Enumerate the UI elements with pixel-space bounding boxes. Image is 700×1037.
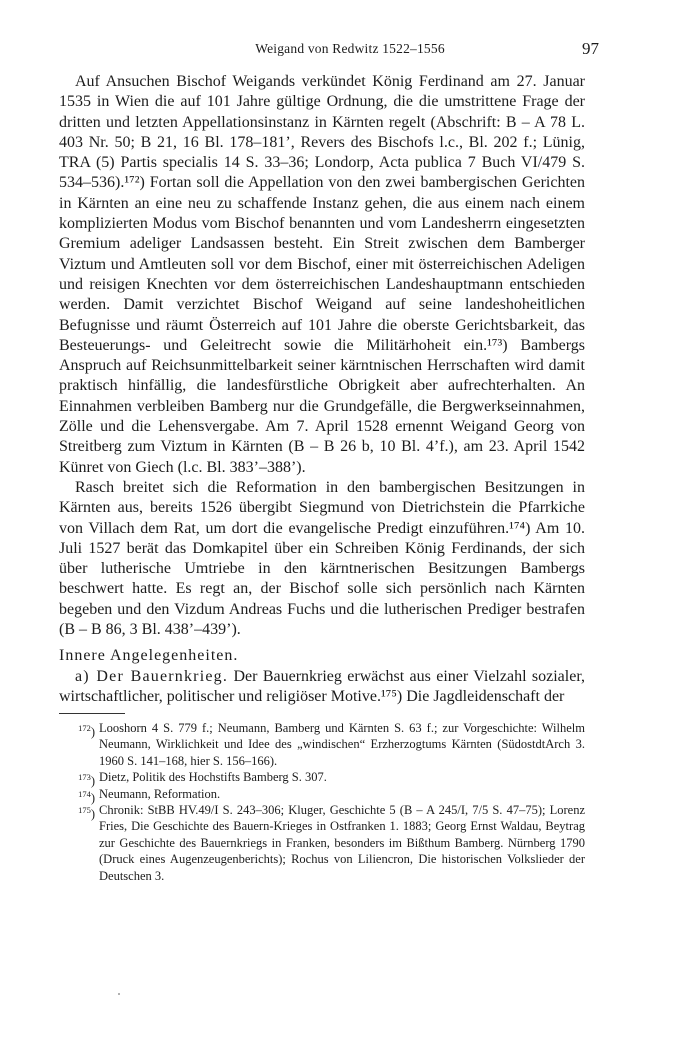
paragraph: Auf Ansuchen Bischof Weigands verkündet König Ferdinand am 27. Januar 1535 in Wien die auf 101 Jahre gültige Ordnung, die die umstrittene Frage der dritten und letzten Appellationsinstanz in Kärnten regelt (Abschrift: B – A 78 L. 403 Nr. 50; B 21, 16 Bl. 178–181’, Revers des Bischofs l.c., Bl. 202 f.; Lünig, TRA (5) Partis specialis 14 S. 33–36; Londorp, Acta publica 7 Buch VI/479 S. 534–536).¹⁷²) Fortan soll die Appellation von den zwei bambergischen Gerichten in Kärnten an eine neu zu schaffende Instanz gehen, die aus einem nach einem komplizierten Modus vom Bischof benannten und vom Landesherrn eingesetzten Gremium adeliger Landsassen besteht. Ein Streit zwischen dem Bamberger Viztum und Amtleuten soll vor dem Bischof, einer mit österreichischen Adeligen und reisigen Knechten vor dem österreichischen Landeshauptmann entschieden werden. Damit verzichtet Bischof Weigand auf seine landeshoheitlichen Befugnisse und räumt Österreich auf 101 Jahre die oberste Gerichtsbarkeit, das Besteuerungs- und Geleitrecht sowie die Militärhoheit ein.¹⁷³) Bambergs Anspruch auf Reichsunmittelbarkeit seiner kärntnischen Herrschaften wird damit praktisch hinfällig, die landesfürstliche Obrigkeit aber aufrechterhalten. An Einnahmen verbleiben Bamberg nur die Grundgefälle, die Bergwerkseinnahmen, Zölle und die Lehensvergabe. Am 7. April 1528 ernennt Weigand Georg von Streitberg zum Viztum in Kärnten (B – B 26 b, 10 Bl. 4’f.), am 23. April 1542 Künret von Giech (l.c. Bl. 383’–388’).: [59, 73, 585, 476]
scan-speck: [118, 993, 120, 995]
footnote-mark: $^{172}$): [78, 723, 95, 740]
footnote-rule: [59, 713, 125, 714]
footnote-text: Neumann, Reformation.: [99, 786, 221, 801]
footnote-mark: $^{175}$): [78, 805, 95, 822]
subsection-paragraph: [59, 667, 585, 708]
footnote-mark: $^{173}$): [78, 772, 95, 789]
footnote-mark: $^{174}$): [78, 788, 95, 805]
footnote: [59, 786, 585, 805]
footnotes: [59, 720, 585, 884]
footnote-text: Dietz, Politik des Hochstifts Bamberg S. 307.: [99, 770, 327, 785]
footnote-text: Chronik: StBB HV.49/I S. 243–306; Kluger, Geschichte 5 (B – A 245/I, 7/5 S. 47–75); Lorenz Fries, Die Geschichte des Bauern-Krieges in Ostfranken 1. 1883; Georg Ernst Waldau, Beytrag zur Geschichte des Bauernkriegs in Franken, besonders im Bißthum Bamberg. Nürnberg 1790 (Druck eines Augenzeugenberichts); Rochus von Liliencron, Die historischen Volkslieder der Deutschen 3.: [99, 803, 585, 883]
subsection-label: a) Der Bauernkrieg.: [75, 667, 229, 685]
paragraph: Rasch breitet sich die Reformation in den bambergischen Besitzungen in Kärnten aus, bereits 1526 übergibt Siegmund von Dietrichstein die Pfarrkiche von Villach dem Rat, um dort die evangelische Predigt einzuführen.¹⁷⁴) Am 10. Juli 1527 berät das Domkapitel über ein Schreiben König Ferdinands, der sich über lutherische Umtriebe in den kärntnerischen Besitzungen Bambergs beschwert hatte. Es regt an, der Bischof solle sich persönlich nach Kärnten begeben und den Vizdum Andreas Fuchs und die lutherischen Prediger bestrafen (B – B 86, 3 Bl. 438’–439’).: [59, 478, 585, 639]
footnote: [59, 720, 585, 769]
main-text: [59, 72, 585, 707]
section-heading: Innere Angelegenheiten.: [59, 647, 239, 665]
subsection-text: Der Bauernkrieg erwächst aus einer Vielzahl sozialer, wirtschaftlicher, politischer und religiöser Motive.¹⁷⁵) Die Jagdleidenschaft der: [59, 667, 586, 705]
page-number: 97: [582, 39, 599, 58]
running-title: Weigand von Redwitz 1522–1556: [255, 41, 445, 56]
footnote-text: Looshorn 4 S. 779 f.; Neumann, Bamberg und Kärnten S. 63 f.; zur Vorgeschichte: Wilhelm Neumann, Wirklichkeit und Idee des „windischen“ Erzherzogtums Kärnten (SüdostdtArch 3. 1960 S. 141–168, hier S. 156–166).: [99, 721, 585, 768]
footnote: [59, 769, 585, 789]
footnote: [59, 802, 585, 884]
